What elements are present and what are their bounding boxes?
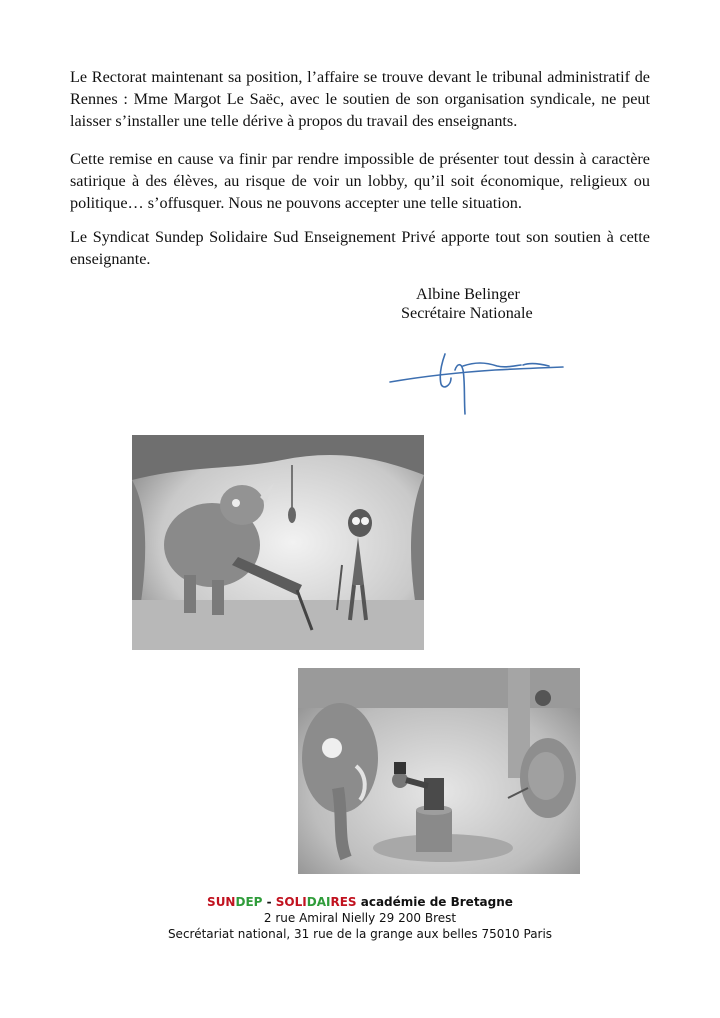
footer-org-part: DEP [235, 895, 263, 909]
handwritten-signature [385, 340, 570, 420]
signatory-name: Albine Belinger [416, 285, 520, 303]
paragraph-3: Le Syndicat Sundep Solidaire Sud Enseignement Privé apporte tout son soutien à cette enseignante. [70, 228, 650, 268]
footer-org-part: SUN [207, 895, 236, 909]
footer-org-part: SOLI [275, 895, 307, 909]
footer-org-part: académie de Bretagne [356, 895, 513, 909]
circus-ringmaster-cartoon-icon [298, 668, 580, 874]
footer-address: 2 rue Amiral Nielly 29 200 Brest [263, 911, 457, 925]
footer-organization [0, 894, 720, 910]
footer [0, 894, 720, 942]
footer-org-part: DAI [306, 895, 331, 909]
footer-national-address: Secrétariat national, 31 rue de la grange aux belles 75010 Paris [167, 927, 553, 941]
paragraph-2: Cette remise en cause va finir par rendre impossible de présenter tout dessin à caractère satirique à des élèves, au risque de voir un lobby, qu’il soit économique, religieux ou politique… s’offusquer. Nous ne pouvons accepter une telle situation. [70, 150, 650, 212]
signatory-title: Secrétaire Nationale [401, 304, 533, 322]
footer-org-part: RES [330, 895, 357, 909]
paragraph-1: Le Rectorat maintenant sa position, l’affaire se trouve devant le tribunal administratif de Rennes : Mme Margot Le Saëc, avec le soutien de son organisation syndicale, ne peut laisser s’installer une telle dérive à propos du travail des enseignants. [70, 68, 650, 130]
rhinoceros-chainsaw-cartoon-icon [132, 435, 424, 650]
footer-org-part: - [262, 895, 276, 909]
